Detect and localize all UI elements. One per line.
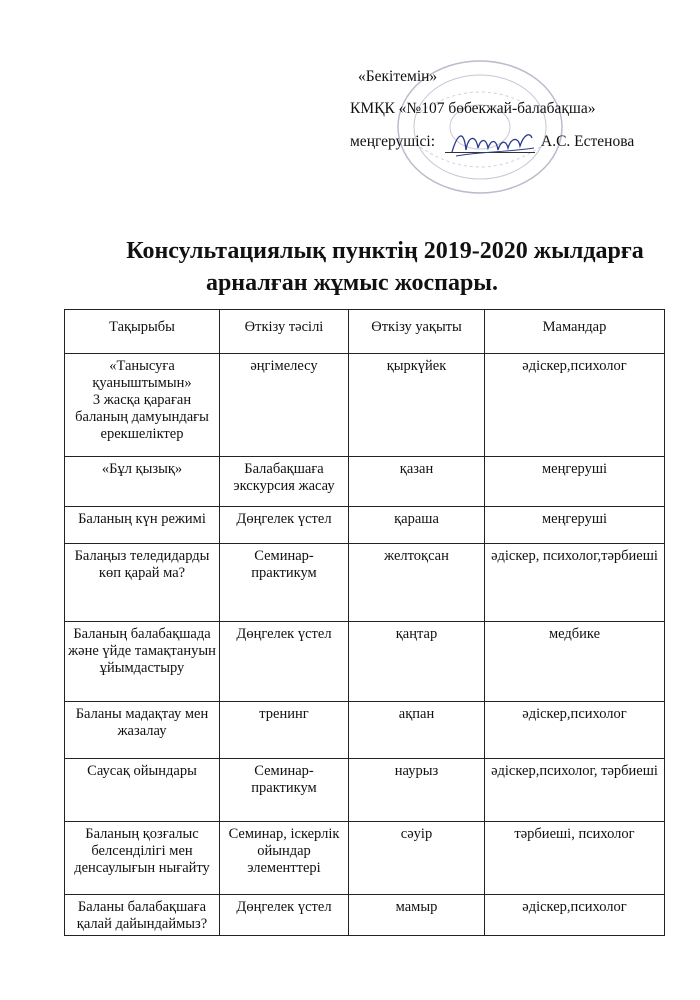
table-row [65,895,665,936]
table-row [65,544,665,622]
header-specialists: Мамандар [485,310,665,354]
row-specialists: әдіскер,психолог [485,702,665,759]
row-time: қараша [349,507,485,544]
row-topic: «Бұл қызық» [65,457,220,507]
head-label: меңгерушісі: [350,133,436,150]
table-row [65,759,665,822]
row-time: сәуір [349,822,485,895]
row-method: Семинар, іскерлік ойындар элементтері [220,822,349,895]
row-topic: Баланы мадақтау мен жазалау [65,702,220,759]
header-topic: Тақырыбы [65,310,220,354]
table-header-row [65,310,665,354]
header-method: Өткізу тәсілі [220,310,349,354]
handwritten-signature [448,126,536,160]
approve-label: «Бекітемін» [358,68,438,85]
table-row [65,622,665,702]
row-specialists: әдіскер,психолог, тәрбиеші [485,759,665,822]
document-title-line1: Консультациялық пунктің 2019-2020 жылдарға [126,238,644,264]
row-method: тренинг [220,702,349,759]
head-name: А.С. Естенова [541,133,635,150]
organization-name: КМҚК «№107 бөбекжай-балабақша» [350,100,596,117]
row-method: Дөңгелек үстел [220,507,349,544]
row-time: ақпан [349,702,485,759]
row-specialists: меңгеруші [485,457,665,507]
row-method: Семинар-практикум [220,544,349,622]
row-specialists: тәрбиеші, психолог [485,822,665,895]
row-time: желтоқсан [349,544,485,622]
table-row [65,354,665,457]
row-time: мамыр [349,895,485,936]
row-topic: Балаңыз теледидарды көп қарай ма? [65,544,220,622]
row-method: Балабақшаға экскурсия жасау [220,457,349,507]
row-specialists: әдіскер, психолог,тәрбиеші [485,544,665,622]
row-topic: Баланы балабақшаға қалай дайындаймыз? [65,895,220,936]
header-time: Өткізу уақыты [349,310,485,354]
table-row [65,702,665,759]
row-time: қыркүйек [349,354,485,457]
row-method: әңгімелесу [220,354,349,457]
row-method: Дөңгелек үстел [220,622,349,702]
table-row [65,507,665,544]
work-plan-table [64,309,665,936]
row-topic: Баланың қозғалыс белсенділігі мен денсаулығын нығайту [65,822,220,895]
row-topic: «Танысуға қуаныштымын» 3 жасқа қараған баланың дамуындағы ерекшеліктер [65,354,220,457]
row-method: Семинар-практикум [220,759,349,822]
approval-block [0,0,700,200]
row-time: қазан [349,457,485,507]
row-specialists: әдіскер,психолог [485,354,665,457]
document-title-line2: арналған жұмыс жоспары. [205,270,499,296]
table-row [65,457,665,507]
row-time: наурыз [349,759,485,822]
row-topic: Саусақ ойындары [65,759,220,822]
row-specialists: медбике [485,622,665,702]
row-specialists: меңгеруші [485,507,665,544]
row-method: Дөңгелек үстел [220,895,349,936]
row-specialists: әдіскер,психолог [485,895,665,936]
row-time: қаңтар [349,622,485,702]
table-row [65,822,665,895]
row-topic: Баланың күн режимі [65,507,220,544]
row-topic: Баланың балабақшада және үйде тамақтануын ұйымдастыру [65,622,220,702]
